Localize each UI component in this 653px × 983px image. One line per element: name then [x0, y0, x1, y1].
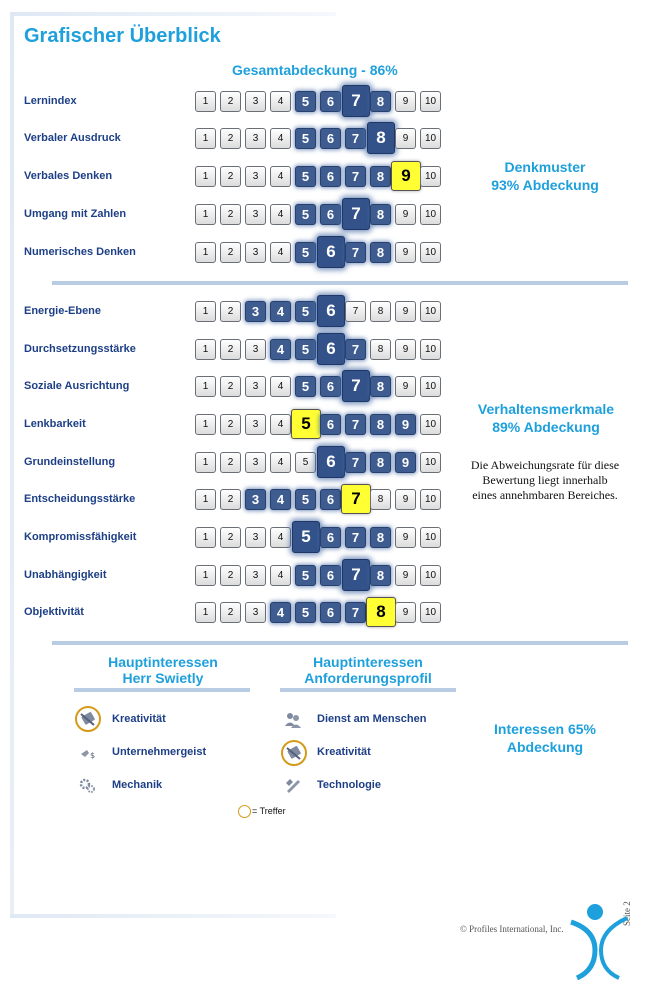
page-frame-bottom — [10, 914, 336, 918]
people-service-icon — [282, 709, 304, 731]
interests-candidate-heading — [76, 654, 250, 686]
scale-box-9: 9 — [395, 339, 416, 360]
scale-box-8: 8 — [370, 91, 391, 112]
interests-coverage-title: Interessen 65% — [494, 721, 596, 737]
scale-box-1: 1 — [195, 414, 216, 435]
scale-box-5: 5 — [295, 565, 316, 586]
scale-box-3: 3 — [245, 242, 266, 263]
scale-box-7: 7 — [345, 242, 366, 263]
score-scale — [195, 487, 445, 513]
interests-coverage-subtitle: Abdeckung — [506, 739, 584, 755]
creativity-icon — [283, 742, 305, 764]
scale-box-1: 1 — [195, 339, 216, 360]
row-label: Unabhängigkeit — [24, 569, 107, 581]
scale-box-8: 8 — [370, 489, 391, 510]
row-label: Soziale Ausrichtung — [24, 380, 130, 392]
scale-box-1: 1 — [195, 565, 216, 586]
scale-box-9: 9 — [395, 91, 416, 112]
score-scale — [195, 164, 445, 190]
row-label: Durchsetzungsstärke — [24, 343, 136, 355]
scale-box-7: 7 — [342, 85, 370, 117]
row-label: Verbaler Ausdruck — [24, 132, 121, 144]
score-scale — [195, 412, 445, 438]
scale-box-3: 3 — [245, 376, 266, 397]
denkmuster-coverage — [470, 158, 620, 194]
scale-box-10: 10 — [420, 166, 441, 187]
score-scale — [195, 337, 445, 363]
score-scale — [195, 563, 445, 589]
scale-box-3: 3 — [245, 91, 266, 112]
interest-left-3: Mechanik — [112, 779, 163, 791]
row-label: Lernindex — [24, 95, 77, 107]
score-scale — [195, 525, 445, 551]
scale-box-9: 9 — [395, 565, 416, 586]
row-label: Energie-Ebene — [24, 305, 102, 317]
score-scale — [195, 202, 445, 228]
scale-box-7: 7 — [342, 198, 370, 230]
heading-underline — [74, 688, 250, 692]
section-divider — [52, 641, 628, 645]
interest-right-1: Dienst am Menschen — [317, 713, 427, 725]
scale-box-10: 10 — [420, 301, 441, 322]
scale-box-4: 4 — [270, 128, 291, 149]
scale-box-5: 5 — [295, 166, 316, 187]
interests-profile-heading — [281, 654, 455, 686]
scale-box-9: 9 — [391, 161, 421, 191]
scale-box-7: 7 — [345, 128, 366, 149]
verhaltensmerkmale-coverage — [466, 400, 626, 436]
scale-box-10: 10 — [420, 339, 441, 360]
scale-box-2: 2 — [220, 301, 241, 322]
scale-box-10: 10 — [420, 376, 441, 397]
scale-box-8: 8 — [370, 452, 391, 473]
scale-box-9: 9 — [395, 242, 416, 263]
scale-box-9: 9 — [395, 204, 416, 225]
scale-box-1: 1 — [195, 489, 216, 510]
scale-box-3: 3 — [245, 565, 266, 586]
scale-box-2: 2 — [220, 602, 241, 623]
scale-box-7: 7 — [345, 452, 366, 473]
scale-box-4: 4 — [270, 527, 291, 548]
scale-box-6: 6 — [320, 565, 341, 586]
scale-box-8: 8 — [370, 414, 391, 435]
interest-right-3: Technologie — [317, 779, 381, 791]
score-scale — [195, 600, 445, 626]
legend-ring-icon — [238, 805, 251, 818]
scale-box-4: 4 — [270, 166, 291, 187]
scale-box-6: 6 — [320, 527, 341, 548]
scale-box-2: 2 — [220, 242, 241, 263]
scale-box-8: 8 — [370, 204, 391, 225]
scale-box-10: 10 — [420, 489, 441, 510]
scale-box-6: 6 — [320, 91, 341, 112]
interests-candidate-heading-line2: Herr Swietly — [122, 670, 204, 686]
scale-box-8: 8 — [370, 376, 391, 397]
scale-box-10: 10 — [420, 452, 441, 473]
scale-box-6: 6 — [317, 236, 345, 268]
scale-box-9: 9 — [395, 376, 416, 397]
scale-box-3: 3 — [245, 414, 266, 435]
page-number: Seite 2 — [622, 901, 632, 926]
scale-box-3: 3 — [245, 527, 266, 548]
scale-box-2: 2 — [220, 128, 241, 149]
scale-box-4: 4 — [270, 565, 291, 586]
scale-box-6: 6 — [320, 128, 341, 149]
scale-box-4: 4 — [270, 91, 291, 112]
page-frame-left — [10, 12, 14, 918]
scale-box-3: 3 — [245, 128, 266, 149]
scale-box-5: 5 — [295, 242, 316, 263]
scale-box-10: 10 — [420, 527, 441, 548]
scale-box-2: 2 — [220, 204, 241, 225]
scale-box-2: 2 — [220, 91, 241, 112]
scale-box-10: 10 — [420, 242, 441, 263]
scale-box-5: 5 — [295, 204, 316, 225]
scale-box-6: 6 — [317, 295, 345, 327]
creativity-icon — [77, 708, 99, 730]
scale-box-6: 6 — [320, 376, 341, 397]
scale-box-4: 4 — [270, 452, 291, 473]
scale-box-8: 8 — [370, 242, 391, 263]
scale-box-1: 1 — [195, 242, 216, 263]
scale-box-5: 5 — [292, 521, 320, 553]
scale-box-4: 4 — [270, 204, 291, 225]
row-label: Verbales Denken — [24, 170, 113, 182]
scale-box-5: 5 — [295, 128, 316, 149]
entrepreneur-icon — [77, 742, 99, 764]
scale-box-8: 8 — [370, 301, 391, 322]
overall-coverage-heading: Gesamtabdeckung - 86% — [232, 62, 398, 78]
scale-box-7: 7 — [345, 301, 366, 322]
deviation-note: Die Abweichungsrate für diese Bewertung liegt innerhalb eines annehmbaren Bereiches. — [470, 458, 620, 502]
scale-box-4: 4 — [270, 339, 291, 360]
page-frame-top — [10, 12, 336, 16]
scale-box-7: 7 — [342, 559, 370, 591]
scale-box-10: 10 — [420, 91, 441, 112]
scale-box-9: 9 — [395, 489, 416, 510]
row-label: Umgang mit Zahlen — [24, 208, 127, 220]
scale-box-9: 9 — [395, 602, 416, 623]
row-label: Objektivität — [24, 606, 84, 618]
scale-box-1: 1 — [195, 602, 216, 623]
scale-box-8: 8 — [370, 565, 391, 586]
scale-box-6: 6 — [317, 333, 345, 365]
scale-box-5: 5 — [295, 301, 316, 322]
row-label: Numerisches Denken — [24, 246, 136, 258]
row-label: Kompromissfähigkeit — [24, 531, 137, 543]
score-scale — [195, 126, 445, 152]
scale-box-7: 7 — [345, 339, 366, 360]
scale-box-7: 7 — [342, 370, 370, 402]
heading-underline — [280, 688, 456, 692]
scale-box-5: 5 — [295, 339, 316, 360]
scale-box-9: 9 — [395, 128, 416, 149]
interests-coverage — [470, 720, 620, 756]
scale-box-2: 2 — [220, 565, 241, 586]
scale-box-8: 8 — [370, 166, 391, 187]
row-label: Lenkbarkeit — [24, 418, 86, 430]
verhaltensmerkmale-percent: 89% Abdeckung — [492, 419, 600, 435]
interests-candidate-heading-line1: Hauptinteressen — [108, 654, 218, 670]
scale-box-6: 6 — [320, 166, 341, 187]
scale-box-10: 10 — [420, 414, 441, 435]
scale-box-9: 9 — [395, 527, 416, 548]
section-divider — [52, 281, 628, 285]
denkmuster-title: Denkmuster — [504, 159, 586, 175]
scale-box-9: 9 — [395, 301, 416, 322]
gears-icon — [77, 775, 99, 797]
scale-box-1: 1 — [195, 204, 216, 225]
scale-box-7: 7 — [345, 166, 366, 187]
scale-box-3: 3 — [245, 489, 266, 510]
scale-box-4: 4 — [270, 301, 291, 322]
scale-box-10: 10 — [420, 128, 441, 149]
svg-text:$: $ — [90, 751, 96, 760]
scale-box-2: 2 — [220, 339, 241, 360]
scale-box-8: 8 — [370, 339, 391, 360]
scale-box-10: 10 — [420, 602, 441, 623]
row-label: Grundeinstellung — [24, 456, 116, 468]
scale-box-4: 4 — [270, 489, 291, 510]
legend-label: = Treffer — [252, 806, 286, 816]
scale-box-1: 1 — [195, 452, 216, 473]
scale-box-1: 1 — [195, 527, 216, 548]
scale-box-4: 4 — [270, 376, 291, 397]
scale-box-5: 5 — [295, 452, 316, 473]
row-label: Entscheidungsstärke — [24, 493, 136, 505]
scale-box-6: 6 — [317, 446, 345, 478]
interest-left-1: Kreativität — [112, 713, 166, 725]
scale-box-2: 2 — [220, 489, 241, 510]
scale-box-3: 3 — [245, 452, 266, 473]
score-scale — [195, 450, 445, 476]
scale-box-8: 8 — [367, 122, 395, 154]
interest-left-2: Unternehmergeist — [112, 746, 207, 758]
scale-box-4: 4 — [270, 602, 291, 623]
scale-box-8: 8 — [366, 597, 396, 627]
scale-box-4: 4 — [270, 242, 291, 263]
scale-box-7: 7 — [345, 414, 366, 435]
scale-box-6: 6 — [320, 602, 341, 623]
interests-profile-heading-line1: Hauptinteressen — [313, 654, 423, 670]
denkmuster-percent: 93% Abdeckung — [491, 177, 599, 193]
score-scale — [195, 299, 445, 325]
scale-box-8: 8 — [370, 527, 391, 548]
scale-box-3: 3 — [245, 339, 266, 360]
copyright: © Profiles International, Inc. — [460, 924, 564, 934]
score-scale — [195, 89, 445, 115]
scale-box-5: 5 — [291, 409, 321, 439]
verhaltensmerkmale-title: Verhaltensmerkmale — [477, 401, 615, 417]
scale-box-6: 6 — [320, 489, 341, 510]
scale-box-1: 1 — [195, 128, 216, 149]
scale-box-1: 1 — [195, 166, 216, 187]
scale-box-3: 3 — [245, 204, 266, 225]
scale-box-2: 2 — [220, 452, 241, 473]
scale-box-5: 5 — [295, 489, 316, 510]
score-scale — [195, 374, 445, 400]
page-title: Grafischer Überblick — [24, 25, 221, 47]
scale-box-2: 2 — [220, 166, 241, 187]
scale-box-9: 9 — [395, 414, 416, 435]
interests-profile-heading-line2: Anforderungsprofil — [304, 670, 432, 686]
scale-box-5: 5 — [295, 376, 316, 397]
scale-box-3: 3 — [245, 602, 266, 623]
scale-box-2: 2 — [220, 527, 241, 548]
scale-box-7: 7 — [345, 527, 366, 548]
scale-box-2: 2 — [220, 414, 241, 435]
technology-icon — [282, 775, 304, 797]
scale-box-2: 2 — [220, 376, 241, 397]
score-scale — [195, 240, 445, 266]
scale-box-4: 4 — [270, 414, 291, 435]
scale-box-5: 5 — [295, 91, 316, 112]
interest-right-2: Kreativität — [317, 746, 371, 758]
scale-box-9: 9 — [395, 452, 416, 473]
scale-box-6: 6 — [320, 414, 341, 435]
scale-box-5: 5 — [295, 602, 316, 623]
scale-box-1: 1 — [195, 376, 216, 397]
scale-box-10: 10 — [420, 204, 441, 225]
scale-box-1: 1 — [195, 91, 216, 112]
scale-box-1: 1 — [195, 301, 216, 322]
scale-box-3: 3 — [245, 301, 266, 322]
scale-box-3: 3 — [245, 166, 266, 187]
scale-box-7: 7 — [341, 484, 371, 514]
scale-box-10: 10 — [420, 565, 441, 586]
scale-box-7: 7 — [345, 602, 366, 623]
scale-box-6: 6 — [320, 204, 341, 225]
profiles-logo-icon — [565, 900, 631, 980]
